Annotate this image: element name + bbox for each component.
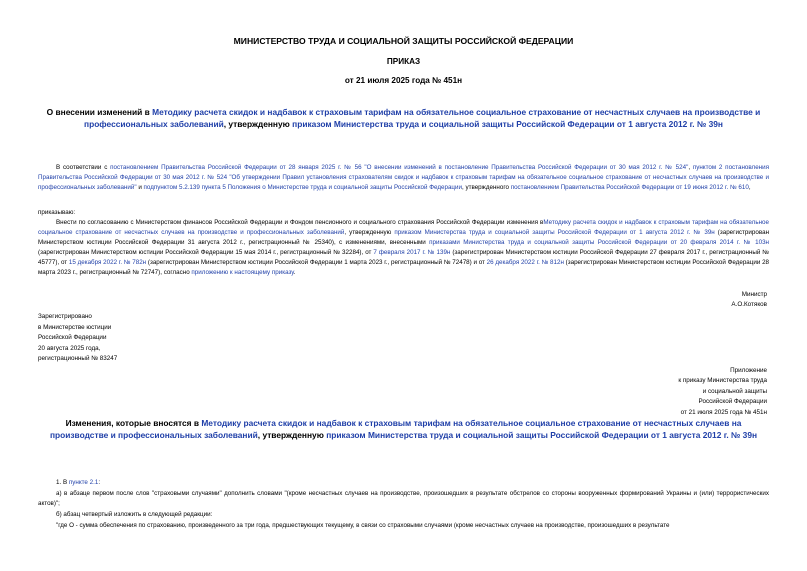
body-link-order-812n[interactable]: 26 декабря 2022 г. № 812н: [486, 259, 564, 266]
change-item-1: [38, 478, 769, 488]
order-word: приказываю:: [38, 209, 76, 216]
title-methodology-link[interactable]: Методику расчета скидок и надбавок к страховым тарифам на обязательное социальное страхование от несчастных случаев на производстве и профессиональных заболеваний: [84, 107, 761, 129]
registration-line: Зарегистрировано: [38, 313, 92, 320]
appendix-line: к приказу Министерства труда: [678, 377, 767, 385]
body-text: (зарегистрирован Министерством юстиции Российской Федерации 28 марта 2023 г., регистрационный № 72747), согласно: [38, 259, 770, 276]
item-text: "где О - сумма обеспечения по страхованию, произведенного за три года, предшествующих текущему, в связи со страховыми случаями (кроме несчастных случаев на производстве, произошедших в результате: [56, 522, 670, 529]
signature-name: А.О.Котяков: [731, 301, 767, 308]
body-text: Внести по согласованию с Министерством финансов Российской Федерации и Фондом пенсионного и социального страхования Российской Федерации изменения в: [56, 219, 544, 226]
body-text: (зарегистрирован Министерством юстиции Российской Федерации 15 мая 2014 г., регистрационный № 32284), от: [38, 249, 374, 256]
body-text: (зарегистрирован Министерством юстиции Российской Федерации 27 февраля 2017 г., регистрационный № 45777), от: [38, 249, 770, 266]
appendix-title: [36, 418, 771, 441]
preamble-text: и: [136, 184, 144, 191]
registration-line: 20 августа 2025 года,: [38, 344, 101, 352]
title-middle: , утвержденную: [223, 118, 293, 129]
registration-line: Российской Федерации: [38, 334, 107, 342]
body-link-methodology[interactable]: Методику расчета скидок и надбавок к страховым тарифам на обязательное социальное страхование от несчастных случаев на производстве и профессиональных заболеваний: [38, 219, 769, 236]
appendix-line: и социальной защиты: [702, 387, 767, 395]
preamble-link-regulation[interactable]: подпунктом 5.2.139 пункта 5 Положения о Министерстве труда и социальной защиты Российской Федерации: [143, 184, 462, 191]
order-date-number: от 21 июля 2025 года № 451н: [344, 76, 463, 85]
preamble-text: , утвержденного: [461, 184, 511, 191]
appendix-title-order-link[interactable]: приказом Министерства труда и социальной защиты Российской Федерации от 1 августа 2012 г. № 39н: [326, 429, 758, 440]
item-link-clause-2-1[interactable]: пункте 2.1: [68, 479, 99, 486]
preamble-link-resolution-610[interactable]: постановлением Правительства Российской Федерации от 19 июня 2012 г. № 610: [510, 184, 749, 191]
preamble-link-resolution-524[interactable]: пунктом 2 постановления Правительства Российской Федерации от 30 мая 2012 г. № 524 "Об утверждении Правил установления страхователям скидок и надбавок к страховым тарифам на обязательное социальное страхование от несчастных случаев на производстве и профессиональных заболеваний": [38, 164, 769, 191]
registration-line: регистрационный № 83247: [38, 355, 118, 363]
ministry-heading: МИНИСТЕРСТВО ТРУДА И СОЦИАЛЬНОЙ ЗАЩИТЫ РОССИЙСКОЙ ФЕДЕРАЦИИ: [233, 36, 574, 46]
item-text: :: [98, 479, 101, 486]
signature-position: Министр: [741, 291, 767, 298]
body-link-order-103n[interactable]: приказами Министерства труда и социальной защиты Российской Федерации от 20 февраля 2014 г. № 103н: [429, 239, 769, 246]
appendix-line: Российской Федерации: [698, 398, 767, 406]
preamble-text: ,: [688, 164, 693, 171]
preamble-text: ,: [748, 184, 751, 191]
body-text: , утвержденную: [344, 229, 395, 236]
preamble-paragraph: [38, 163, 769, 193]
body-link-appendix[interactable]: приложению к настоящему приказу: [191, 269, 294, 276]
change-item-b: [38, 510, 769, 520]
item-text: б) абзац четвертый изложить в следующей редакции:: [56, 511, 213, 518]
registration-block: [38, 312, 117, 365]
title-prefix: О внесении изменений в: [46, 107, 153, 117]
body-text: .: [293, 269, 296, 276]
appendix-block: [678, 366, 767, 418]
item-text: 1. В: [56, 479, 69, 486]
item-text: а) в абзаце первом после слов "страховыми случаями" дополнить словами "(кроме несчастных случаев на производстве, произошедших в результате обстрелов со стороны вооруженных формирований Украины и (или) террористических актов)";: [38, 490, 769, 507]
order-heading: ПРИКАЗ: [386, 57, 421, 66]
change-item-a: [38, 489, 769, 509]
appendix-line: от 21 июля 2025 года № 451н: [680, 408, 767, 416]
body-link-order-139n[interactable]: 7 февраля 2017 г. № 139н: [373, 249, 451, 256]
appendix-title-prefix: Изменения, которые вносятся в: [65, 418, 202, 428]
title-order-link[interactable]: приказом Министерства труда и социальной защиты Российской Федерации от 1 августа 2012 г. № 39н: [292, 118, 723, 129]
body-link-order-39n[interactable]: приказом Министерства труда и социальной защиты Российской Федерации от 1 августа 2012 г. № 39н: [394, 229, 715, 236]
change-item-formula-text: [38, 521, 769, 531]
body-link-order-782n[interactable]: 15 декабря 2022 г. № 782н: [68, 259, 147, 266]
appendix-line: Приложение: [730, 367, 767, 374]
preamble-link-resolution-56[interactable]: постановлением Правительства Российской Федерации от 28 января 2025 г. № 56 "О внесении изменений в постановление Правительства Российской Федерации от 30 мая 2012 г. № 524": [110, 164, 689, 171]
appendix-title-methodology-link[interactable]: Методику расчета скидок и надбавок к страховым тарифам на обязательное социальное страхование от несчастных случаев на производстве и профессиональных заболеваний: [49, 418, 742, 440]
body-paragraph: [38, 218, 769, 278]
body-text: (зарегистрирован Министерством юстиции Российской Федерации 31 августа 2012 г., регистрационный № 25340), с изменениями, внесенными: [38, 229, 770, 246]
appendix-title-middle: , утвержденную: [257, 429, 327, 440]
preamble-text: В соответствии с: [56, 164, 111, 171]
registration-line: в Министерстве юстиции: [38, 323, 112, 331]
document-title: [36, 107, 771, 130]
body-text: (зарегистрирован Министерством юстиции Российской Федерации 1 марта 2023 г., регистрационный № 72478) и от: [146, 259, 487, 266]
